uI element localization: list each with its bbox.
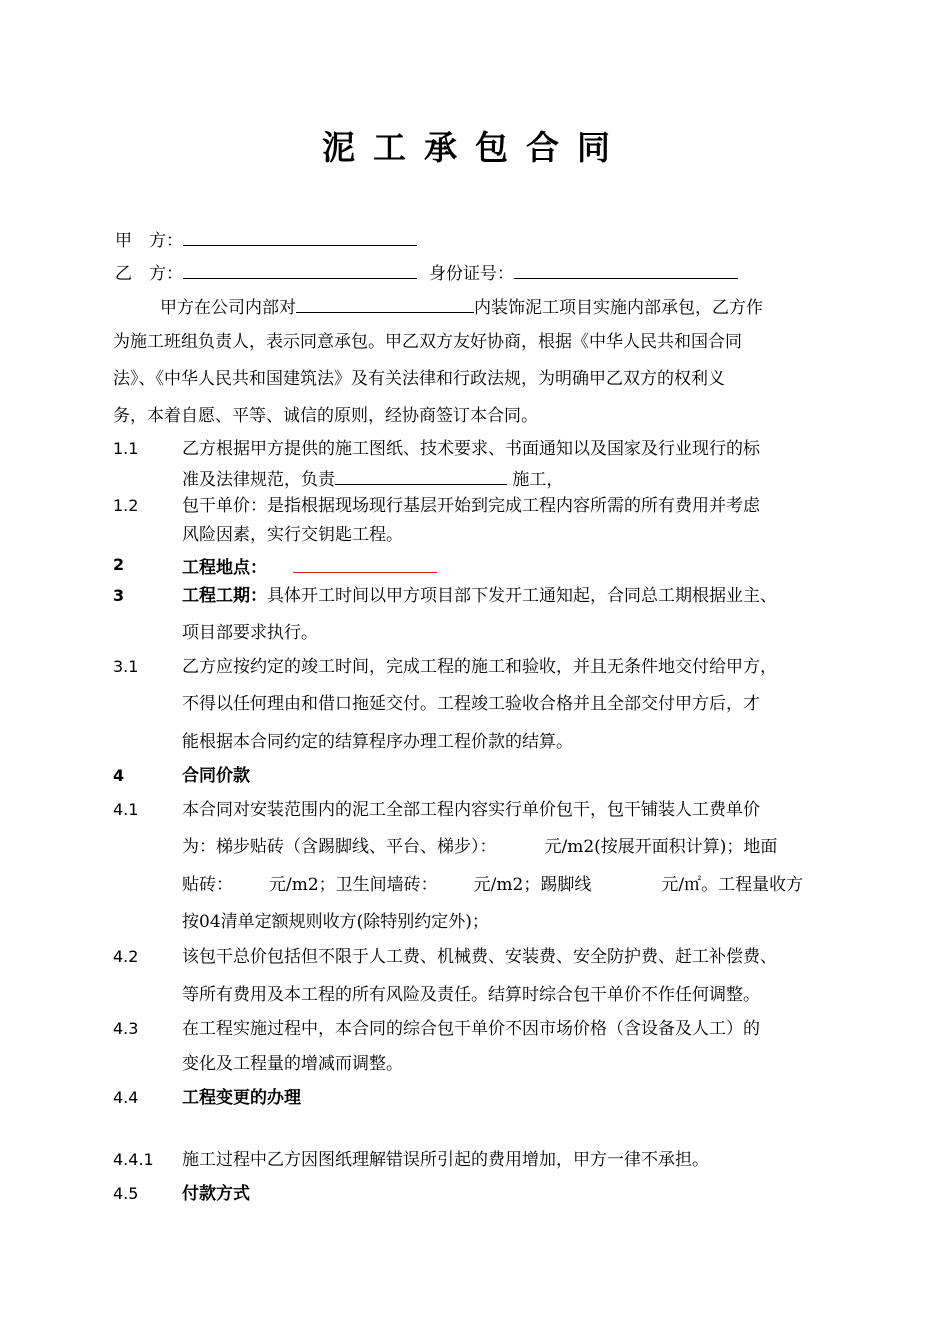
section-number: 4.4.1 [113, 1150, 154, 1169]
intro-line-4: 务，本着自愿、平等、诚信的原则，经协商签订本合同。 [113, 406, 538, 426]
section-number: 3 [113, 586, 125, 605]
location-label: 工程地点： [182, 558, 267, 578]
s3-line-1: 工程工期：具体开工时间以甲方项目部下发开工通知起，合同总工期根据业主、 [182, 586, 777, 606]
s1-2-line-1: 包干单价：是指根据现场现行基层开始到完成工程内容所需的所有费用并考虑 [182, 496, 760, 516]
section-number: 1.2 [113, 496, 139, 515]
duration-label: 工程工期： [182, 586, 267, 606]
s4-1-line-2: 为：梯步贴砖（含踢脚线、平台、梯步）： 元/m2(按展开面积计算)；地面 [182, 837, 778, 857]
s4-3-line-1: 在工程实施过程中，本合同的综合包干单价不因市场价格（含设备及人工）的 [182, 1019, 760, 1039]
price-stair: 元/m2 [544, 837, 595, 857]
intro-line-3: 法》、《中华人民共和国建筑法》及有关法律和行政法规，为明确甲乙双方的权利义 [113, 369, 725, 389]
section-number: 4.4 [113, 1088, 139, 1107]
party-a-label: 甲 方： [115, 231, 183, 251]
section-number: 2 [113, 555, 125, 574]
s2-line [182, 554, 437, 579]
intro-line-2: 为施工班组负责人，表示同意承包。甲乙双方友好协商，根据《中华人民共和国合同 [113, 332, 742, 352]
section-number: 4.1 [113, 800, 139, 819]
price-floor: 元/m2 [269, 875, 319, 895]
intro-line-1: 甲方在公司内部对 内装饰泥工项目实施内部承包，乙方作 [160, 294, 763, 319]
id-label: 身份证号： [429, 264, 514, 284]
location-blank [293, 554, 437, 573]
party-a-blank [183, 227, 417, 246]
s4-2-line-2: 等所有费用及本工程的所有风险及责任。结算时综合包干单价不作任何调整。 [182, 985, 760, 1005]
s1-2-line-2: 风险因素，实行交钥匙工程。 [182, 525, 403, 545]
section-number: 4.2 [113, 947, 139, 966]
section-number: 3.1 [113, 657, 139, 676]
s3-1-line-1: 乙方应按约定的竣工时间，完成工程的施工和验收，并且无条件地交付给甲方， [182, 657, 777, 677]
price-skirting: 元/㎡ [661, 875, 702, 895]
party-a-line [115, 227, 417, 252]
s4-1-line-4: 按04清单定额规则收方(除特别约定外)； [182, 912, 489, 932]
scope-blank [335, 466, 507, 485]
s4-4-1-line: 施工过程中乙方因图纸理解错误所引起的费用增加，甲方一律不承担。 [182, 1150, 709, 1170]
s4-1-line-1: 本合同对安装范围内的泥工全部工程内容实行单价包干，包干铺装人工费单价 [182, 800, 760, 820]
party-b-line [115, 260, 738, 285]
project-blank [296, 294, 474, 313]
section-number: 1.1 [113, 439, 139, 458]
s4-3-line-2: 变化及工程量的增减而调整。 [182, 1054, 403, 1074]
section-number: 4.3 [113, 1019, 139, 1038]
s1-1-line-2: 准及法律规范，负责 施工， [182, 466, 563, 491]
price-wall: 元/m2 [473, 875, 524, 895]
id-blank [514, 260, 738, 279]
section-number: 4.5 [113, 1184, 139, 1203]
s3-1-line-2: 不得以任何理由和借口拖延交付。工程竣工验收合格并且全部交付甲方后，才 [182, 694, 760, 714]
party-b-label: 乙 方： [115, 264, 183, 284]
s4-heading: 合同价款 [182, 766, 250, 786]
s3-line-2: 项目部要求执行。 [182, 623, 318, 643]
s4-4-heading: 工程变更的办理 [182, 1088, 301, 1108]
s3-1-line-3: 能根据本合同约定的结算程序办理工程价款的结算。 [182, 732, 573, 752]
section-number: 4 [113, 766, 125, 785]
page-title: 泥工承包合同 [322, 128, 628, 167]
s4-5-heading: 付款方式 [182, 1184, 250, 1204]
s1-1-line-1: 乙方根据甲方提供的施工图纸、技术要求、书面通知以及国家及行业现行的标 [182, 439, 760, 459]
s4-1-line-3: 贴砖： 元/m2；卫生间墙砖： 元/m2；踢脚线 元/㎡。工程量收方 [182, 875, 804, 895]
s4-2-line-1: 该包干总价包括但不限于人工费、机械费、安装费、安全防护费、赶工补偿费、 [182, 947, 777, 967]
party-b-blank [183, 260, 417, 279]
